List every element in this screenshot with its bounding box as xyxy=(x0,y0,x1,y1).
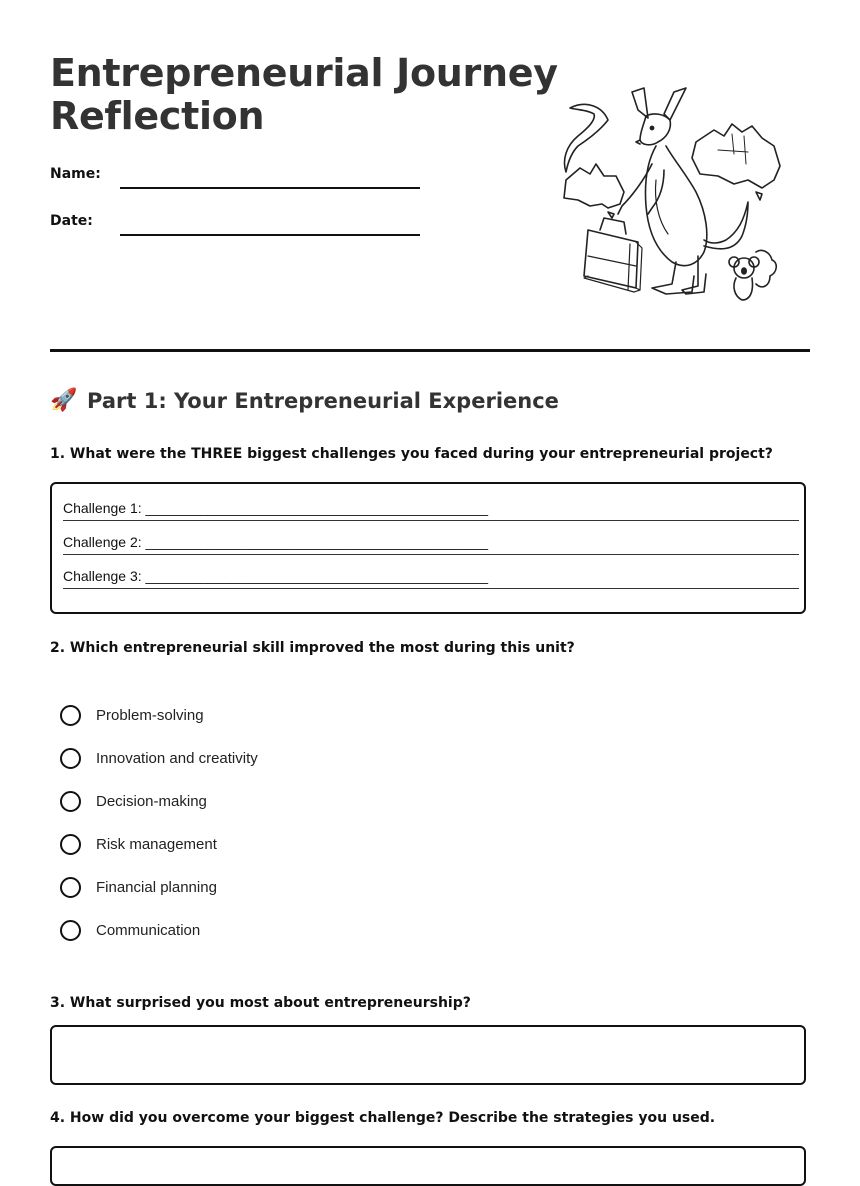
challenge-row-3[interactable]: Challenge 3: ____________________________________________ xyxy=(63,564,799,589)
radio-button[interactable] xyxy=(60,920,81,941)
rocket-icon: 🚀 xyxy=(50,388,78,413)
radio-label: Financial planning xyxy=(96,879,217,896)
title-line-2: Reflection xyxy=(50,94,265,138)
radio-label: Decision-making xyxy=(96,793,207,810)
page-title xyxy=(50,52,558,138)
title-line-1: Entrepreneurial Journey xyxy=(50,51,558,95)
part1-heading xyxy=(50,388,559,413)
radio-option-risk-management[interactable] xyxy=(60,834,217,855)
radio-button[interactable] xyxy=(60,834,81,855)
radio-button[interactable] xyxy=(60,791,81,812)
part1-title: Part 1: Your Entrepreneurial Experience xyxy=(87,388,559,413)
radio-label: Communication xyxy=(96,922,201,939)
name-label: Name: xyxy=(50,166,101,182)
radio-option-financial-planning[interactable] xyxy=(60,877,217,898)
question-3: 3. What surprised you most about entrepreneurship? xyxy=(50,995,471,1011)
answer-box-3[interactable] xyxy=(50,1025,806,1085)
radio-button[interactable] xyxy=(60,705,81,726)
name-field[interactable] xyxy=(120,187,420,189)
date-field[interactable] xyxy=(120,234,420,236)
section-divider xyxy=(50,349,810,352)
question-1: 1. What were the THREE biggest challenges you faced during your entrepreneurial project? xyxy=(50,446,773,462)
answer-box-4[interactable] xyxy=(50,1146,806,1186)
radio-option-innovation[interactable] xyxy=(60,748,258,769)
question-2: 2. Which entrepreneurial skill improved the most during this unit? xyxy=(50,640,575,656)
radio-option-decision-making[interactable] xyxy=(60,791,207,812)
challenge-row-2[interactable]: Challenge 2: ____________________________________________ xyxy=(63,530,799,555)
radio-label: Problem-solving xyxy=(96,707,204,724)
radio-label: Risk management xyxy=(96,836,217,853)
radio-button[interactable] xyxy=(60,748,81,769)
challenge-row-1[interactable]: Challenge 1: ____________________________________________ xyxy=(63,496,799,521)
question-4: 4. How did you overcome your biggest challenge? Describe the strategies you used. xyxy=(50,1110,716,1126)
radio-label: Innovation and creativity xyxy=(96,750,258,767)
kangaroo-with-briefcase-australia-map-koala-icon xyxy=(548,80,788,312)
challenges-box[interactable] xyxy=(50,482,806,614)
date-label: Date: xyxy=(50,213,93,229)
radio-button[interactable] xyxy=(60,877,81,898)
radio-option-communication[interactable] xyxy=(60,920,200,941)
radio-option-problem-solving[interactable] xyxy=(60,705,204,726)
